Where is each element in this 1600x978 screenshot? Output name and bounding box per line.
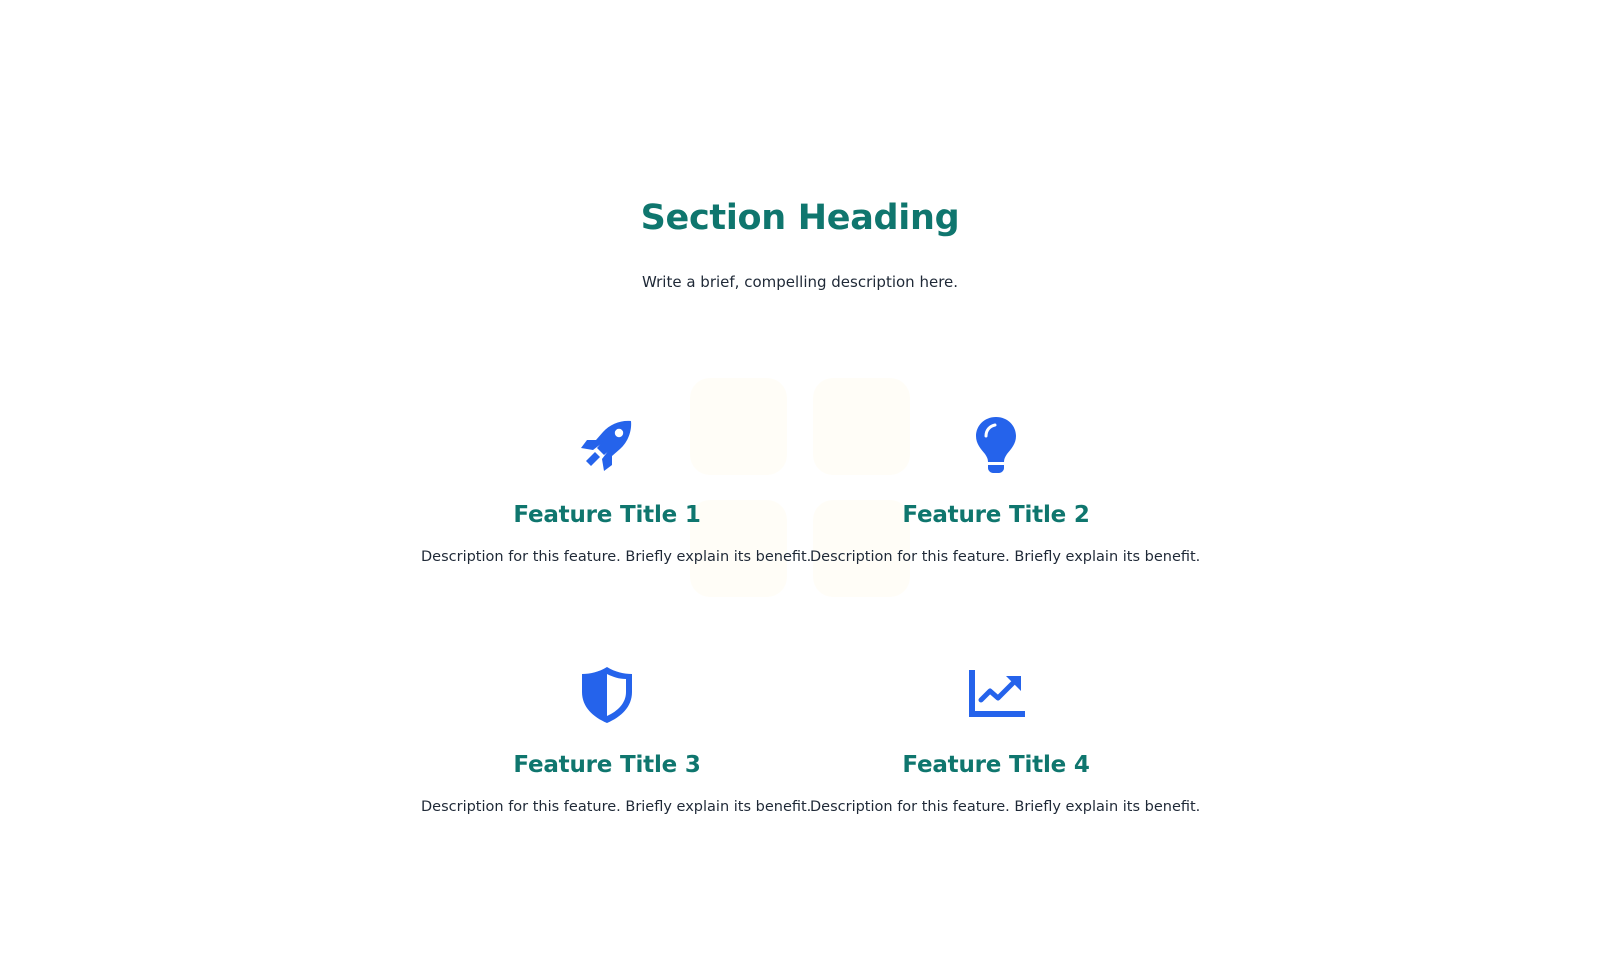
section-description: Write a brief, compelling description here. [641,273,959,291]
feature-title: Feature Title 4 [902,752,1090,778]
shield-icon [577,665,637,725]
lightbulb-icon [966,415,1026,475]
feature-card-2 [810,415,1201,565]
feature-title: Feature Title 2 [902,502,1090,528]
feature-description: Description for this feature. Briefly explain its benefit. [810,549,1201,565]
feature-card-1 [421,415,812,565]
feature-description: Description for this feature. Briefly explain its benefit. [810,799,1201,815]
feature-title: Feature Title 1 [513,502,701,528]
feature-description: Description for this feature. Briefly explain its benefit. [421,799,812,815]
feature-title: Feature Title 3 [513,752,701,778]
section-heading: Section Heading [640,198,960,238]
rocket-icon [577,415,637,475]
feature-card-4 [810,665,1201,815]
chart-line-icon [966,665,1026,725]
feature-description: Description for this feature. Briefly explain its benefit. [421,549,812,565]
feature-card-3 [421,665,812,815]
